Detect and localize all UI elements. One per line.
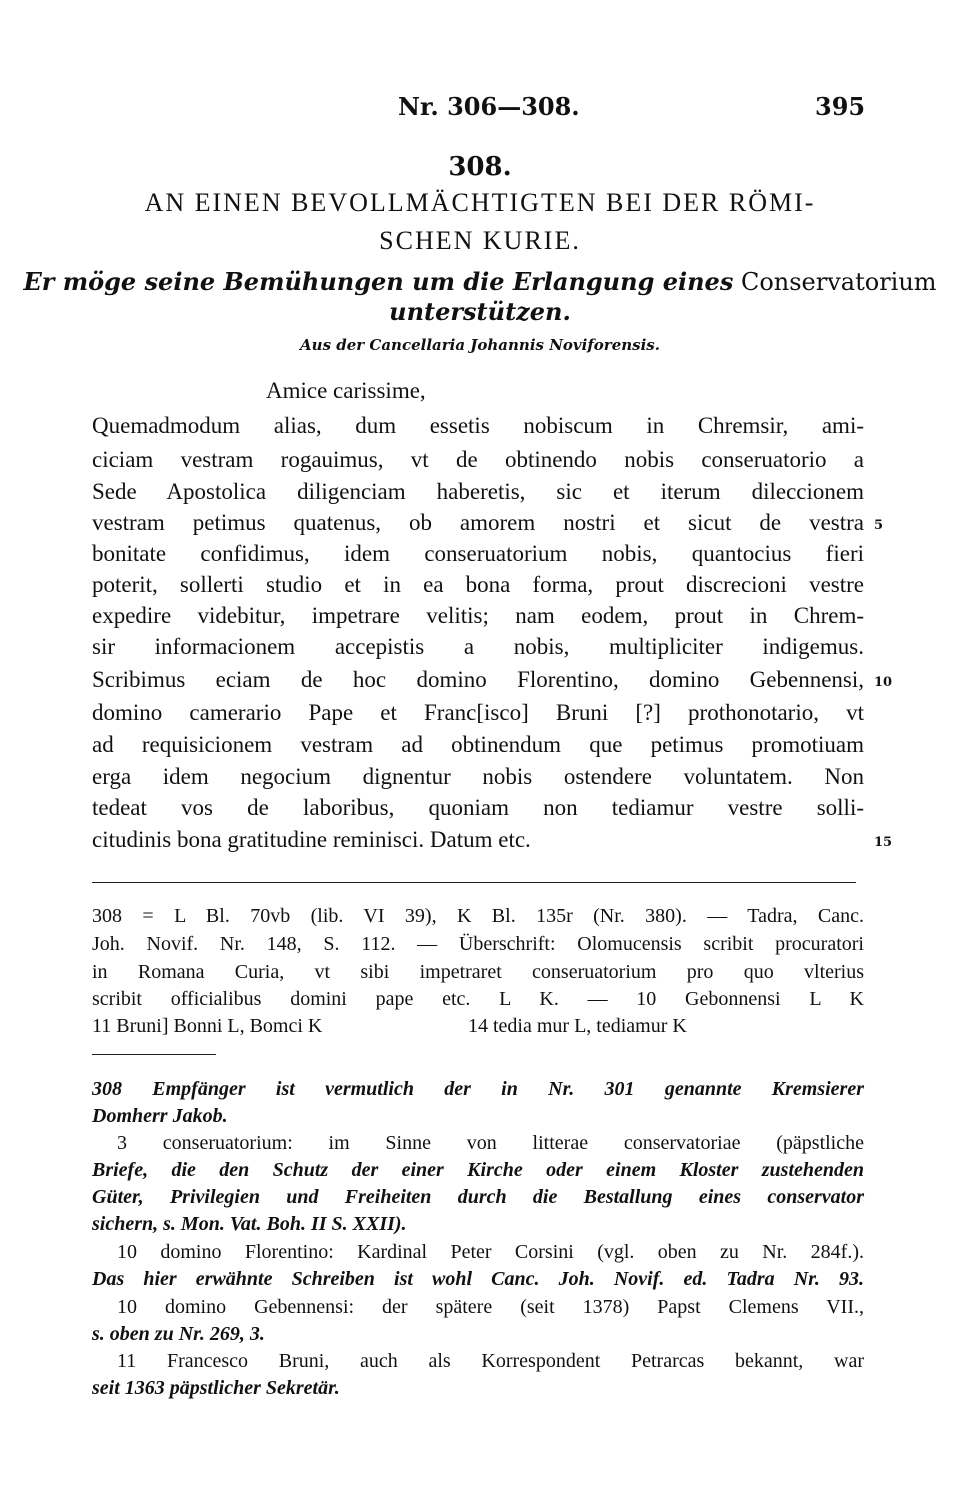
apparatus-variant-11: 11 Bruni] Bonni L, Bomci K (92, 1015, 323, 1037)
body-line: sir informacionem accepistis a nobis, multipliciter indigemus. (92, 634, 864, 659)
summary-italic-2: unterstützen. (389, 297, 571, 326)
body-line: bonitate confidimus, idem conseruatorium nobis, quantocius fieri (92, 541, 864, 566)
body-line: ad requisicionem vestram ad obtinendum que petimus promotiuam (92, 732, 864, 757)
apparatus-line: Joh. Novif. Nr. 148, S. 112. — Überschrift: Olomucensis scribit procuratori (92, 933, 864, 955)
summary-line-1 (0, 267, 960, 296)
body-line: Scribimus eciam de hoc domino Florentino, domino Gebennensi, (92, 667, 864, 692)
commentary-line: Das hier erwähnte Schreiben ist wohl Canc. Joh. Novif. ed. Tadra Nr. 93. (92, 1268, 864, 1290)
commentary-line: 11 Francesco Bruni, auch als Korrespondent Petrarcas bekannt, war (117, 1350, 864, 1372)
body-line: tedeat vos de laboribus, quoniam non tediamur vestre solli- (92, 795, 864, 820)
apparatus-line: in Romana Curia, vt sibi impetraret conseruatorium pro quo vlterius (92, 961, 864, 983)
body-line: citudinis bona gratitudine reminisci. Datum etc. (92, 827, 531, 852)
summary-italic: Er möge seine Bemühungen um die Erlangung eines (23, 267, 734, 296)
commentary-line: s. oben zu Nr. 269, 3. (92, 1323, 265, 1345)
commentary-line: 3 conseruatorium: im Sinne von litterae conservatoriae (päpstliche (117, 1132, 864, 1154)
salutation: Amice carissime, (266, 378, 426, 403)
source-note: Aus der Cancellaria Johannis Noviforensis. (300, 336, 660, 354)
commentary-line: Briefe, die den Schutz der einer Kirche oder einem Kloster zustehenden (92, 1159, 864, 1181)
body-line: erga idem negocium dignentur nobis ostendere voluntatem. Non (92, 764, 864, 789)
body-line: expedire videbitur, impetrare velitis; nam eodem, prout in Chrem- (92, 603, 864, 628)
line-number-5: 5 (874, 518, 884, 533)
line-number-10: 10 (874, 675, 893, 690)
commentary-line: 308 Empfänger ist vermutlich der in Nr. 301 genannte Kremsierer (92, 1078, 864, 1100)
body-line: ciciam vestram rogauimus, vt de obtinendo nobis conseruatorio a (92, 447, 864, 472)
commentary-rule (92, 1054, 216, 1055)
document-heading-line-1: AN EINEN BEVOLLMÄCHTIGTEN BEI DER RÖMI- (144, 188, 816, 217)
commentary-line: Güter, Privilegien und Freiheiten durch die Bestallung eines conservator (92, 1186, 864, 1208)
summary-roman: Conservatorium (740, 268, 937, 296)
running-head-title: Nr. 306—308. (398, 92, 580, 121)
commentary-line: 10 domino Florentino: Kardinal Peter Corsini (vgl. oben zu Nr. 284f.). (117, 1241, 864, 1263)
apparatus-variant-14: 14 tedia mur L, tediamur K (468, 1015, 687, 1037)
body-line: poterit, sollerti studio et in ea bona forma, prout discrecioni vestre (92, 572, 864, 597)
body-line: Quemadmodum alias, dum essetis nobiscum in Chremsir, ami- (92, 413, 864, 438)
commentary-line: 10 domino Gebennensi: der spätere (seit 1378) Papst Clemens VII., (117, 1296, 864, 1318)
page-number: 395 (815, 92, 866, 121)
running-head (0, 92, 960, 122)
apparatus-rule (92, 882, 856, 883)
document-heading-line-2: SCHEN KURIE. (379, 226, 581, 255)
commentary-line: Domherr Jakob. (92, 1105, 228, 1127)
document-number: 308. (448, 152, 512, 182)
body-line: domino camerario Pape et Franc[isco] Bruni [?] prothonotario, vt (92, 700, 864, 725)
body-line: vestram petimus quatenus, ob amorem nostri et sicut de vestra (92, 510, 864, 535)
summary-line-2 (0, 297, 960, 326)
apparatus-line: scribit officialibus domini pape etc. L K. — 10 Gebonnensi L K (92, 988, 864, 1010)
body-line: Sede Apostolica diligenciam haberetis, sic et iterum dileccionem (92, 479, 864, 504)
apparatus-line: 308 = L Bl. 70vb (lib. VI 39), K Bl. 135r (Nr. 380). — Tadra, Canc. (92, 905, 864, 927)
commentary-line: seit 1363 päpstlicher Sekretär. (92, 1377, 340, 1399)
commentary-line: sichern, s. Mon. Vat. Boh. II S. XXII). (92, 1213, 407, 1235)
line-number-15: 15 (874, 835, 893, 850)
